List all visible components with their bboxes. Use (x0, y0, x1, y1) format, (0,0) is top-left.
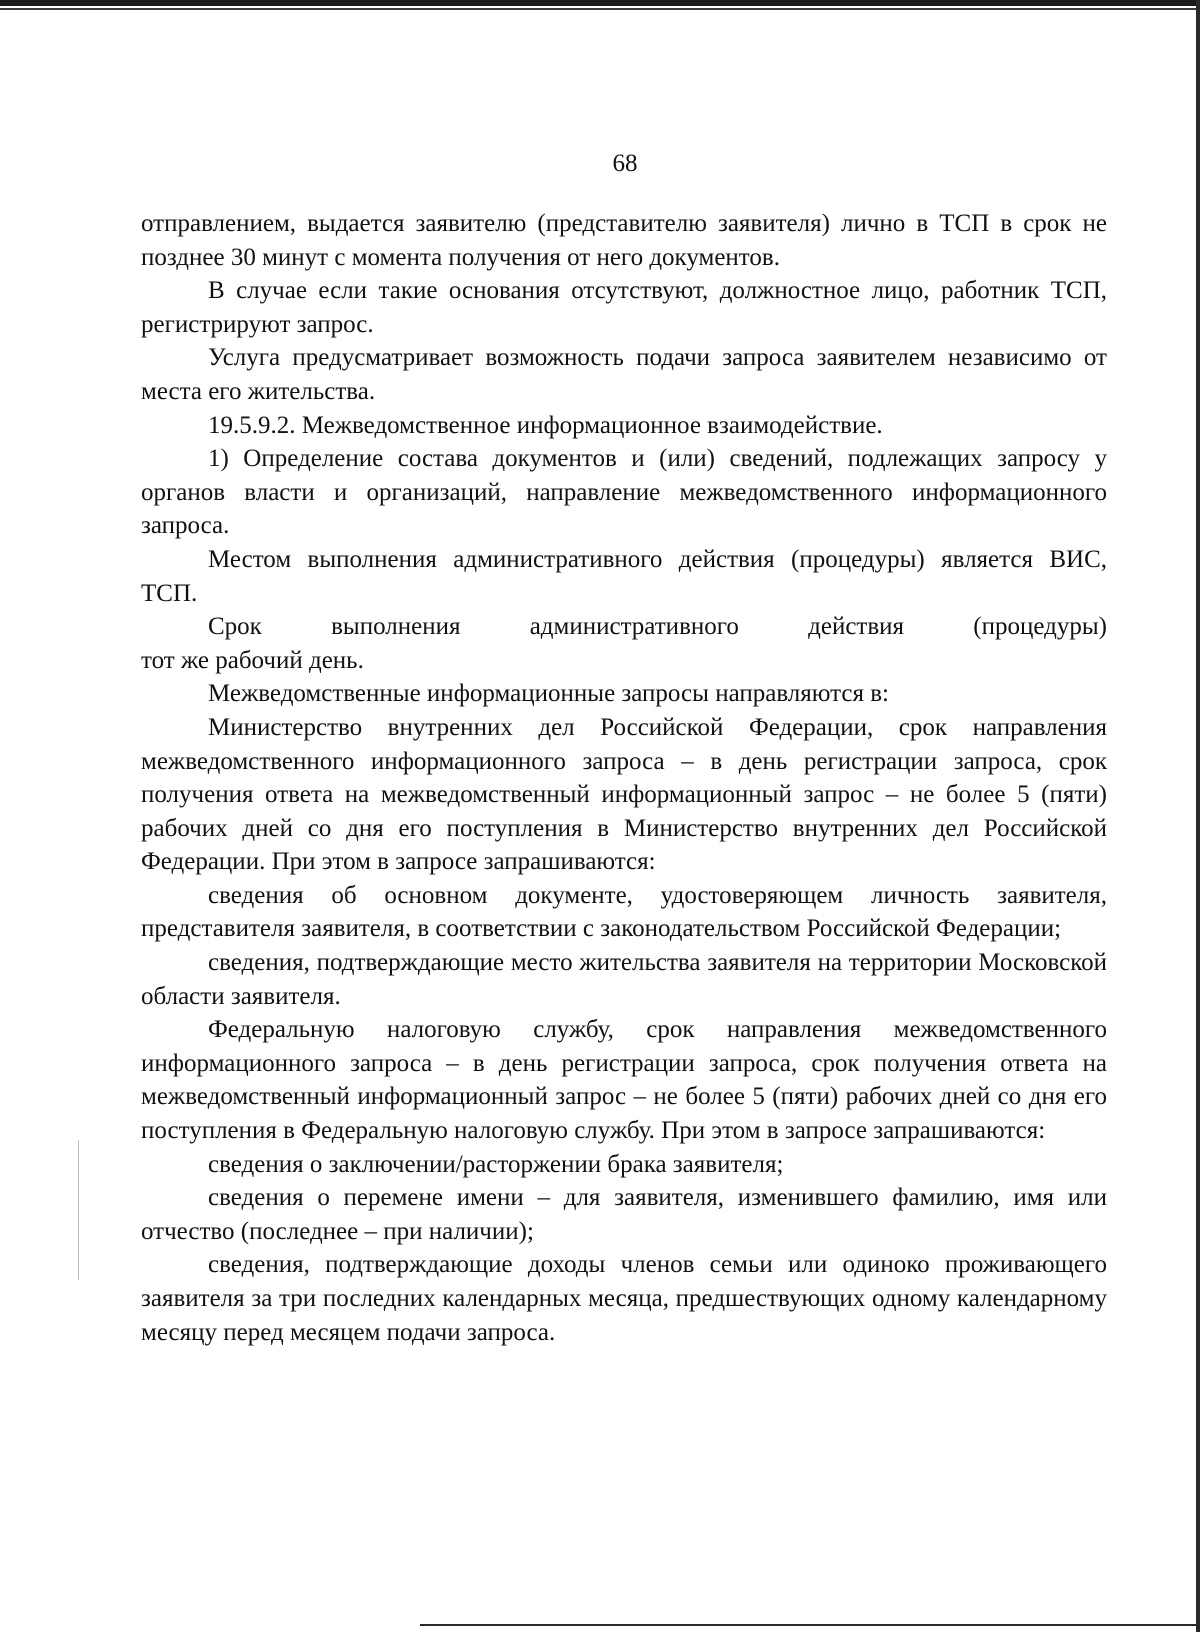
scan-edge-top (0, 0, 1200, 6)
scan-edge-top-line (0, 8, 1200, 10)
paragraph: Министерство внутренних дел Российской Федерации, срок направления межведомственного информационного запроса – в день регистрации запроса, срок получения ответа на межведомственный информационный запрос – не более 5 (пяти) рабочих дней со дня его поступления в Министерство внутренних дел Российской Федерации. При этом в запросе запрашиваются: (141, 713, 1107, 876)
scan-margin-mark (78, 1140, 79, 1280)
paragraph: сведения, подтверждающие доходы членов семьи или одиноко проживающего заявителя за три последних календарных месяца, предшествующих одному календарному месяцу перед месяцем подачи запроса. (141, 1251, 1107, 1346)
paragraph: отправлением, выдается заявителю (представителю заявителя) лично в ТСП в срок не позднее 30 минут с момента получения от него документов. (141, 210, 1107, 271)
paragraph: Услуга предусматривает возможность подачи запроса заявителем независимо от места его жительства. (141, 344, 1107, 405)
paragraph: сведения о перемене имени – для заявителя, изменившего фамилию, имя или отчество (последнее – при наличии); (141, 1184, 1107, 1245)
paragraph: Срок выполнения административного действия (процедуры) (208, 613, 1107, 641)
paragraph: сведения о заключении/расторжении брака заявителя; (208, 1150, 784, 1178)
document-body (141, 207, 1107, 1349)
paragraph: Федеральную налоговую службу, срок направления межведомственного информационного запроса – в день регистрации запроса, срок получения ответа на межведомственный информационный запрос – не более 5 (пяти) рабочих дней со дня его поступления в Федеральную налоговую службу. При этом в запросе запрашиваются: (141, 1016, 1107, 1145)
paragraph: сведения, подтверждающие место жительства заявителя на территории Московской области заявителя. (141, 949, 1107, 1010)
scan-edge-bottom (420, 1624, 1200, 1626)
paragraph: Местом выполнения административного действия (процедуры) является ВИС, ТСП. (141, 545, 1107, 607)
paragraph: тот же рабочий день. (141, 646, 364, 674)
page-number: 68 (612, 150, 638, 177)
paragraph: В случае если такие основания отсутствуют, должностное лицо, работник ТСП, регистрируют запрос. (141, 277, 1107, 338)
paragraph: сведения об основном документе, удостоверяющем личность заявителя, представителя заявителя, в соответствии с законодательством Российской Федерации; (141, 881, 1107, 943)
paragraph: 1) Определение состава документов и (или) сведений, подлежащих запросу у органов власти и организаций, направление межведомственного информационного запроса. (141, 445, 1107, 540)
paragraph: Межведомственные информационные запросы направляются в: (208, 680, 889, 708)
scan-edge-right (1196, 0, 1200, 1632)
section-heading: 19.5.9.2. Межведомственное информационное взаимодействие. (208, 411, 883, 439)
